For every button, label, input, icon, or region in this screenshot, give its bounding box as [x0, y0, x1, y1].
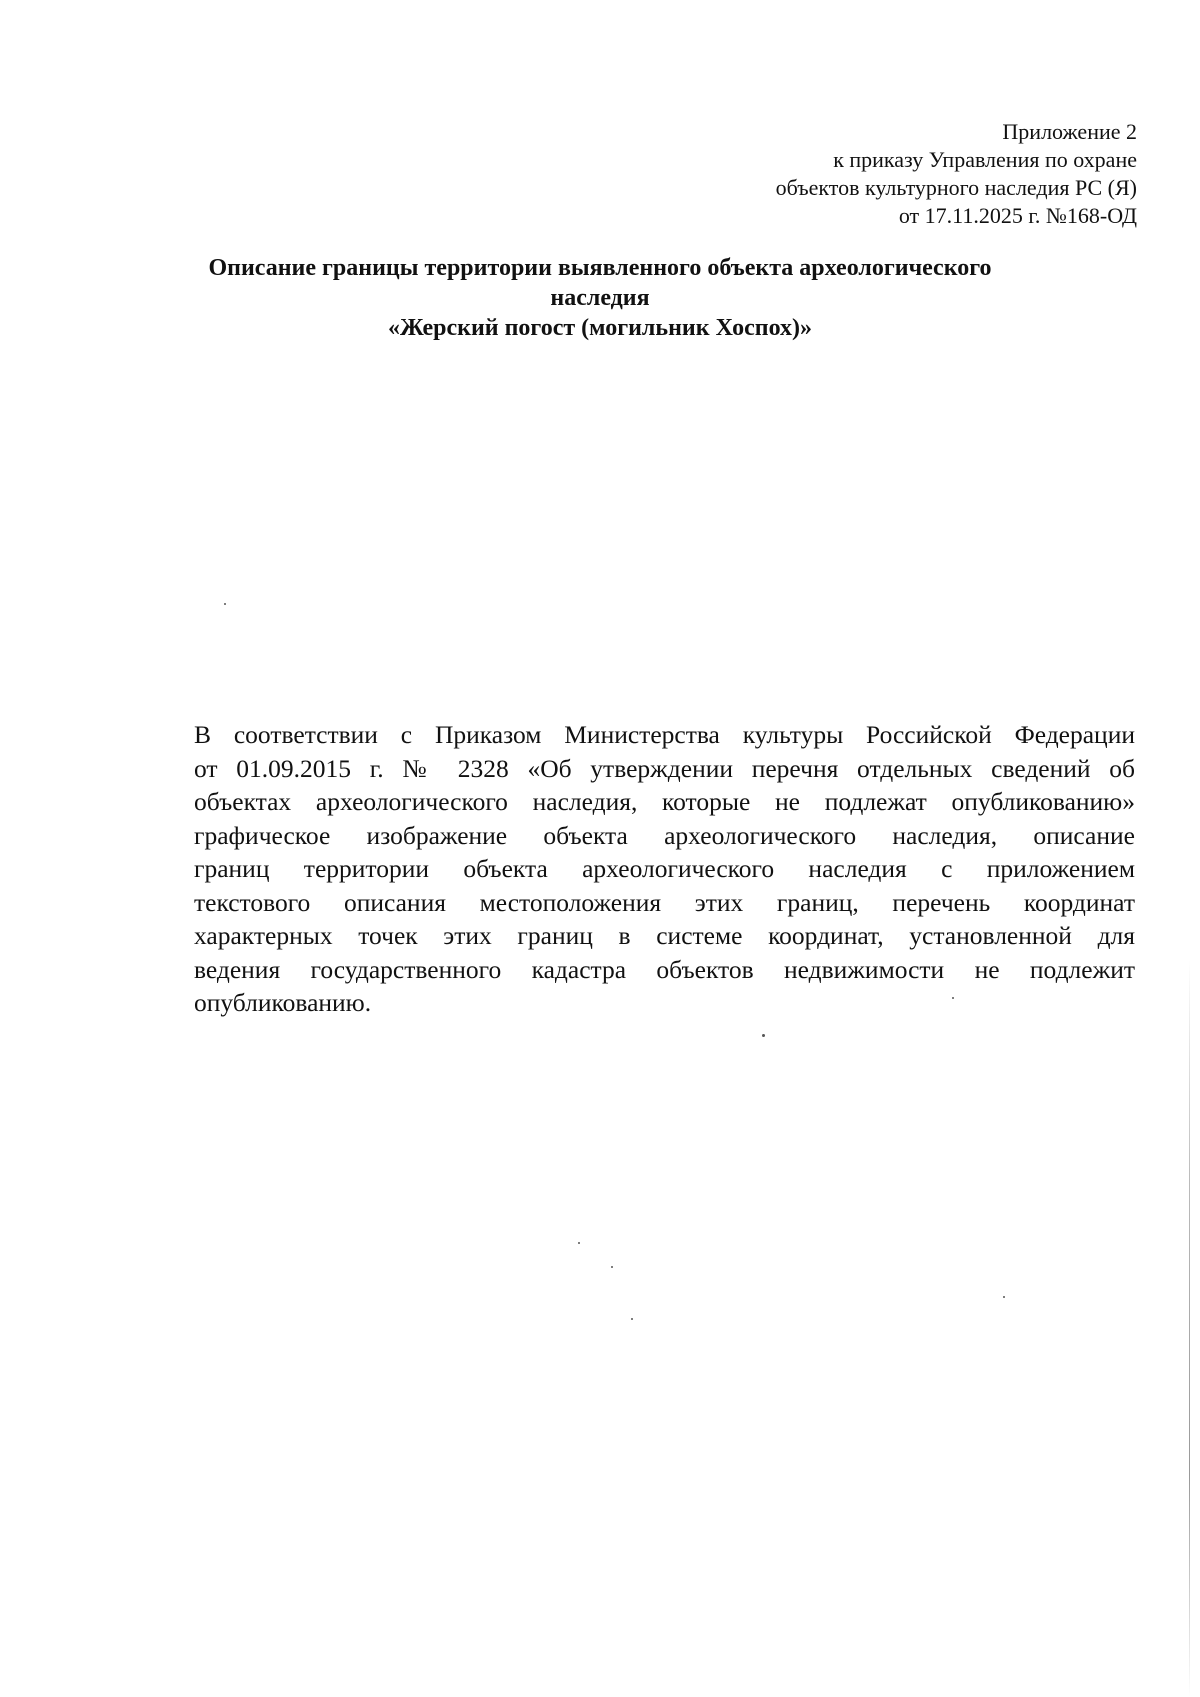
- appendix-reference: [776, 118, 1137, 230]
- body-line: графическое изображение объекта археологического наследия, описание: [194, 820, 1135, 850]
- scan-edge-shadow: [1189, 960, 1190, 1697]
- appendix-date-number: от 17.11.2025 г. №168-ОД: [898, 203, 1137, 228]
- body-line: характерных точек этих границ в системе координат, установленной для: [194, 921, 1135, 950]
- appendix-order-ref: к приказу Управления по охране: [833, 147, 1137, 172]
- scan-speck: [611, 1266, 613, 1268]
- body-line: ведения государственного кадастра объектов недвижимости не подлежит: [194, 954, 1135, 984]
- document-title: [150, 253, 1050, 343]
- scan-speck: [1003, 1296, 1005, 1298]
- body-line: текстового описания местоположения этих границ, перечень координат: [194, 887, 1135, 917]
- scan-speck: [631, 1318, 633, 1320]
- appendix-authority: объектов культурного наследия РС (Я): [775, 175, 1137, 200]
- appendix-number: Приложение 2: [1002, 119, 1137, 144]
- scan-speck: [224, 603, 226, 605]
- scan-speck: [762, 1034, 765, 1037]
- body-line: опубликованию.: [194, 988, 372, 1017]
- body-line: В соответствии с Приказом Министерства культуры Российской Федерации: [194, 720, 1135, 749]
- scan-speck: [578, 1242, 580, 1244]
- body-line: от 01.09.2015 г. № 2328 «Об утверждении перечня отдельных сведений об: [194, 753, 1135, 783]
- body-paragraph: [194, 718, 1135, 1020]
- scan-speck: [952, 997, 954, 999]
- title-line-1: Описание границы территории выявленного объекта археологического: [208, 255, 992, 281]
- body-line: границ территории объекта археологического наследия с приложением: [194, 854, 1135, 883]
- title-line-3: «Жерский погост (могильник Хоспох)»: [387, 315, 813, 341]
- body-line: объектах археологического наследия, которые не подлежат опубликованию»: [194, 787, 1135, 816]
- title-line-2: наследия: [550, 285, 650, 311]
